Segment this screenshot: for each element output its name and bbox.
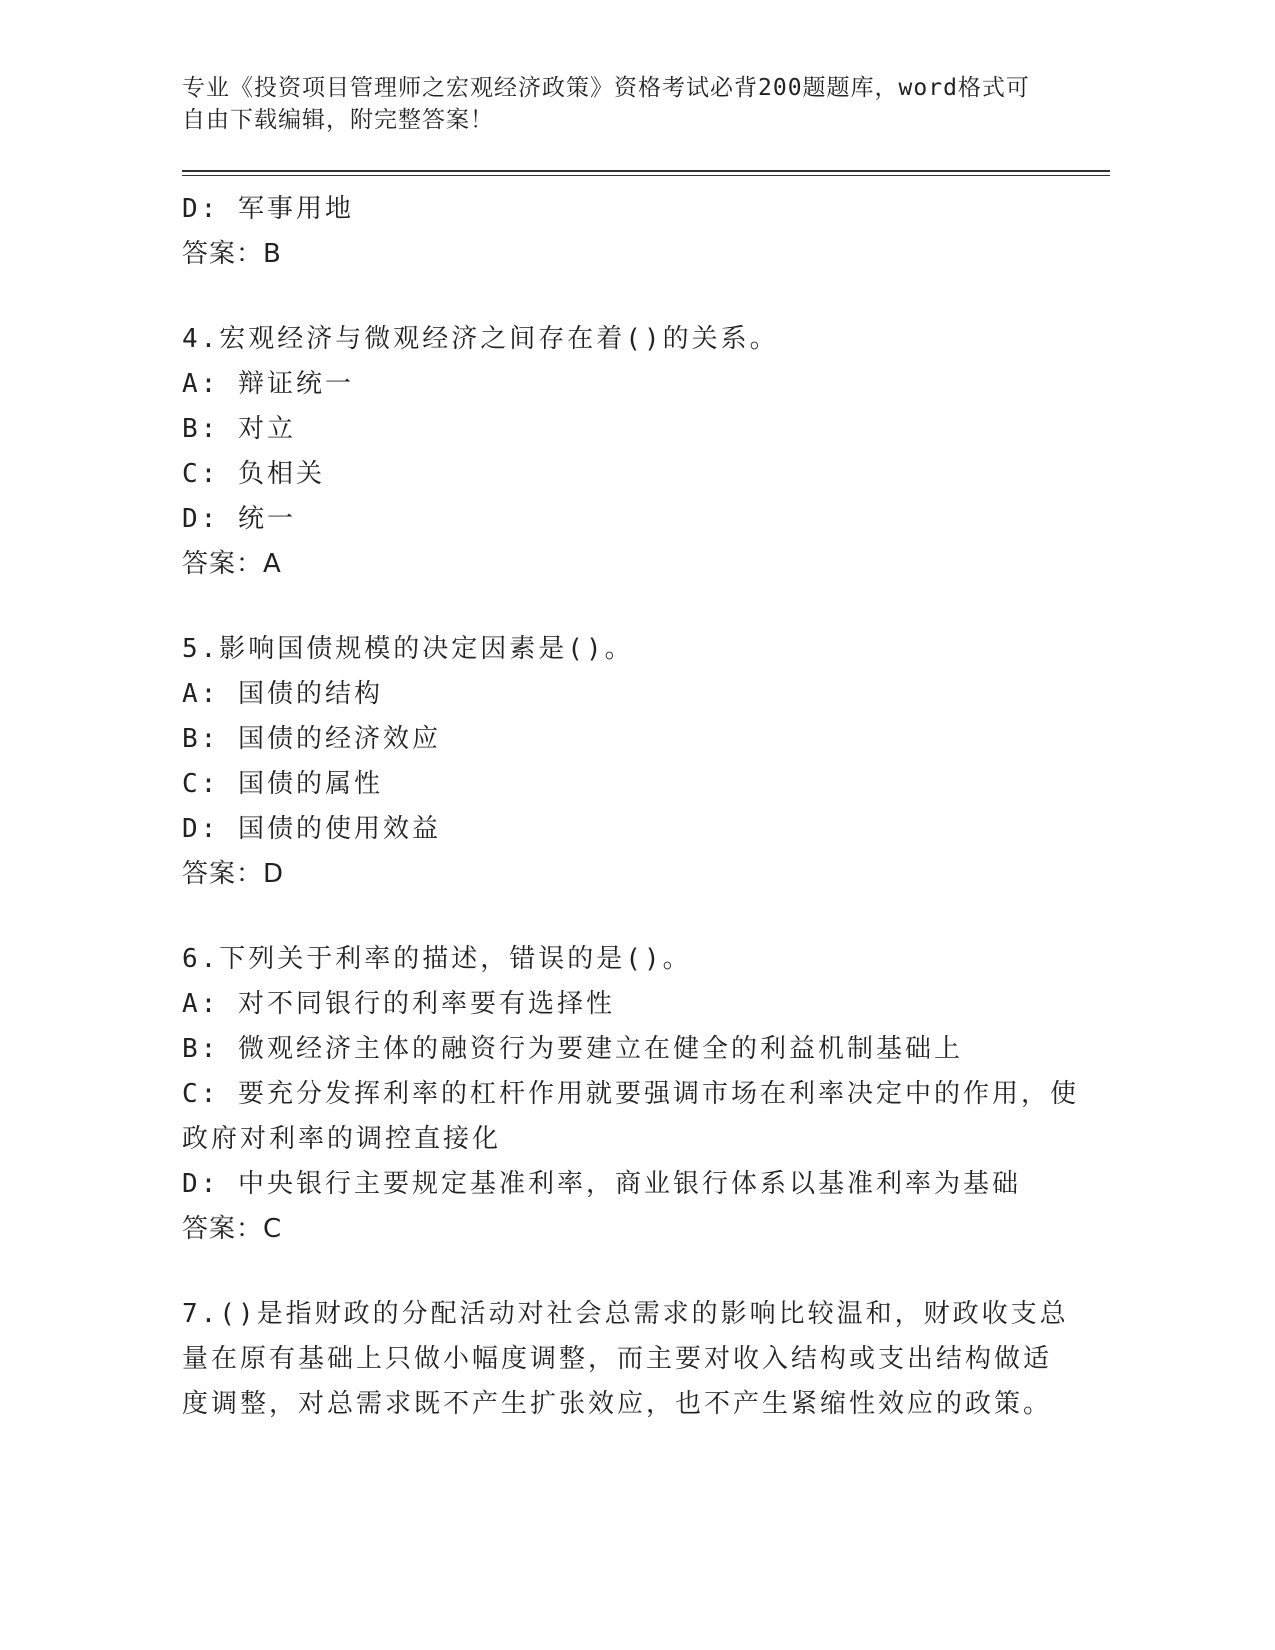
option-d: D: 统一: [182, 504, 296, 534]
spacer: [182, 277, 1062, 317]
answer-label: 答案：B: [182, 239, 282, 269]
question-7: [182, 1292, 1069, 1427]
question-5: [182, 627, 1062, 897]
option-a: A: 辩证统一: [182, 369, 354, 399]
option-d: D: 军事用地: [182, 194, 354, 224]
header-divider-thin: [182, 175, 1110, 176]
question-4: [182, 317, 1062, 587]
question-stem: 5.影响国债规模的决定因素是()。: [182, 634, 634, 664]
spacer: [182, 587, 1062, 627]
question-stem: 6.下列关于利率的描述，错误的是()。: [182, 944, 692, 974]
option-b: B: 国债的经济效应: [182, 724, 441, 754]
header-title-line-2: 自由下载编辑，附完整答案！: [182, 107, 494, 133]
question-stem-line-3: 度调整，对总需求既不产生扩张效应，也不产生紧缩性效应的政策。: [182, 1389, 1053, 1419]
answer-label: 答案：D: [182, 859, 285, 889]
question-3-tail: [182, 187, 1062, 277]
answer-label: 答案：C: [182, 1214, 283, 1244]
question-list: [182, 187, 1079, 1427]
answer-label: 答案：A: [182, 549, 282, 579]
option-c-line-2: 政府对利率的调控直接化: [182, 1124, 502, 1154]
question-6: [182, 937, 1079, 1252]
option-c-line-1: C: 要充分发挥利率的杠杆作用就要强调市场在利率决定中的作用，使: [182, 1079, 1079, 1109]
page-header: [182, 72, 1052, 136]
option-c: C: 负相关: [182, 459, 325, 489]
header-title-line-1: 专业《投资项目管理师之宏观经济政策》资格考试必背200题题库，word格式可: [182, 75, 1030, 101]
option-c: C: 国债的属性: [182, 769, 383, 799]
option-b: B: 对立: [182, 414, 296, 444]
option-d: D: 中央银行主要规定基准利率，商业银行体系以基准利率为基础: [182, 1169, 1021, 1199]
header-divider-thick: [182, 170, 1110, 172]
question-stem-line-2: 量在原有基础上只做小幅度调整，而主要对收入结构或支出结构做适: [182, 1344, 1053, 1374]
option-b: B: 微观经济主体的融资行为要建立在健全的利益机制基础上: [182, 1034, 963, 1064]
question-stem: 4.宏观经济与微观经济之间存在着()的关系。: [182, 324, 779, 354]
option-a: A: 对不同银行的利率要有选择性: [182, 989, 615, 1019]
option-d: D: 国债的使用效益: [182, 814, 441, 844]
question-stem-line-1: 7.()是指财政的分配活动对社会总需求的影响比较温和，财政收支总: [182, 1299, 1069, 1329]
spacer: [182, 897, 1062, 937]
spacer: [182, 1252, 1062, 1292]
option-a: A: 国债的结构: [182, 679, 383, 709]
